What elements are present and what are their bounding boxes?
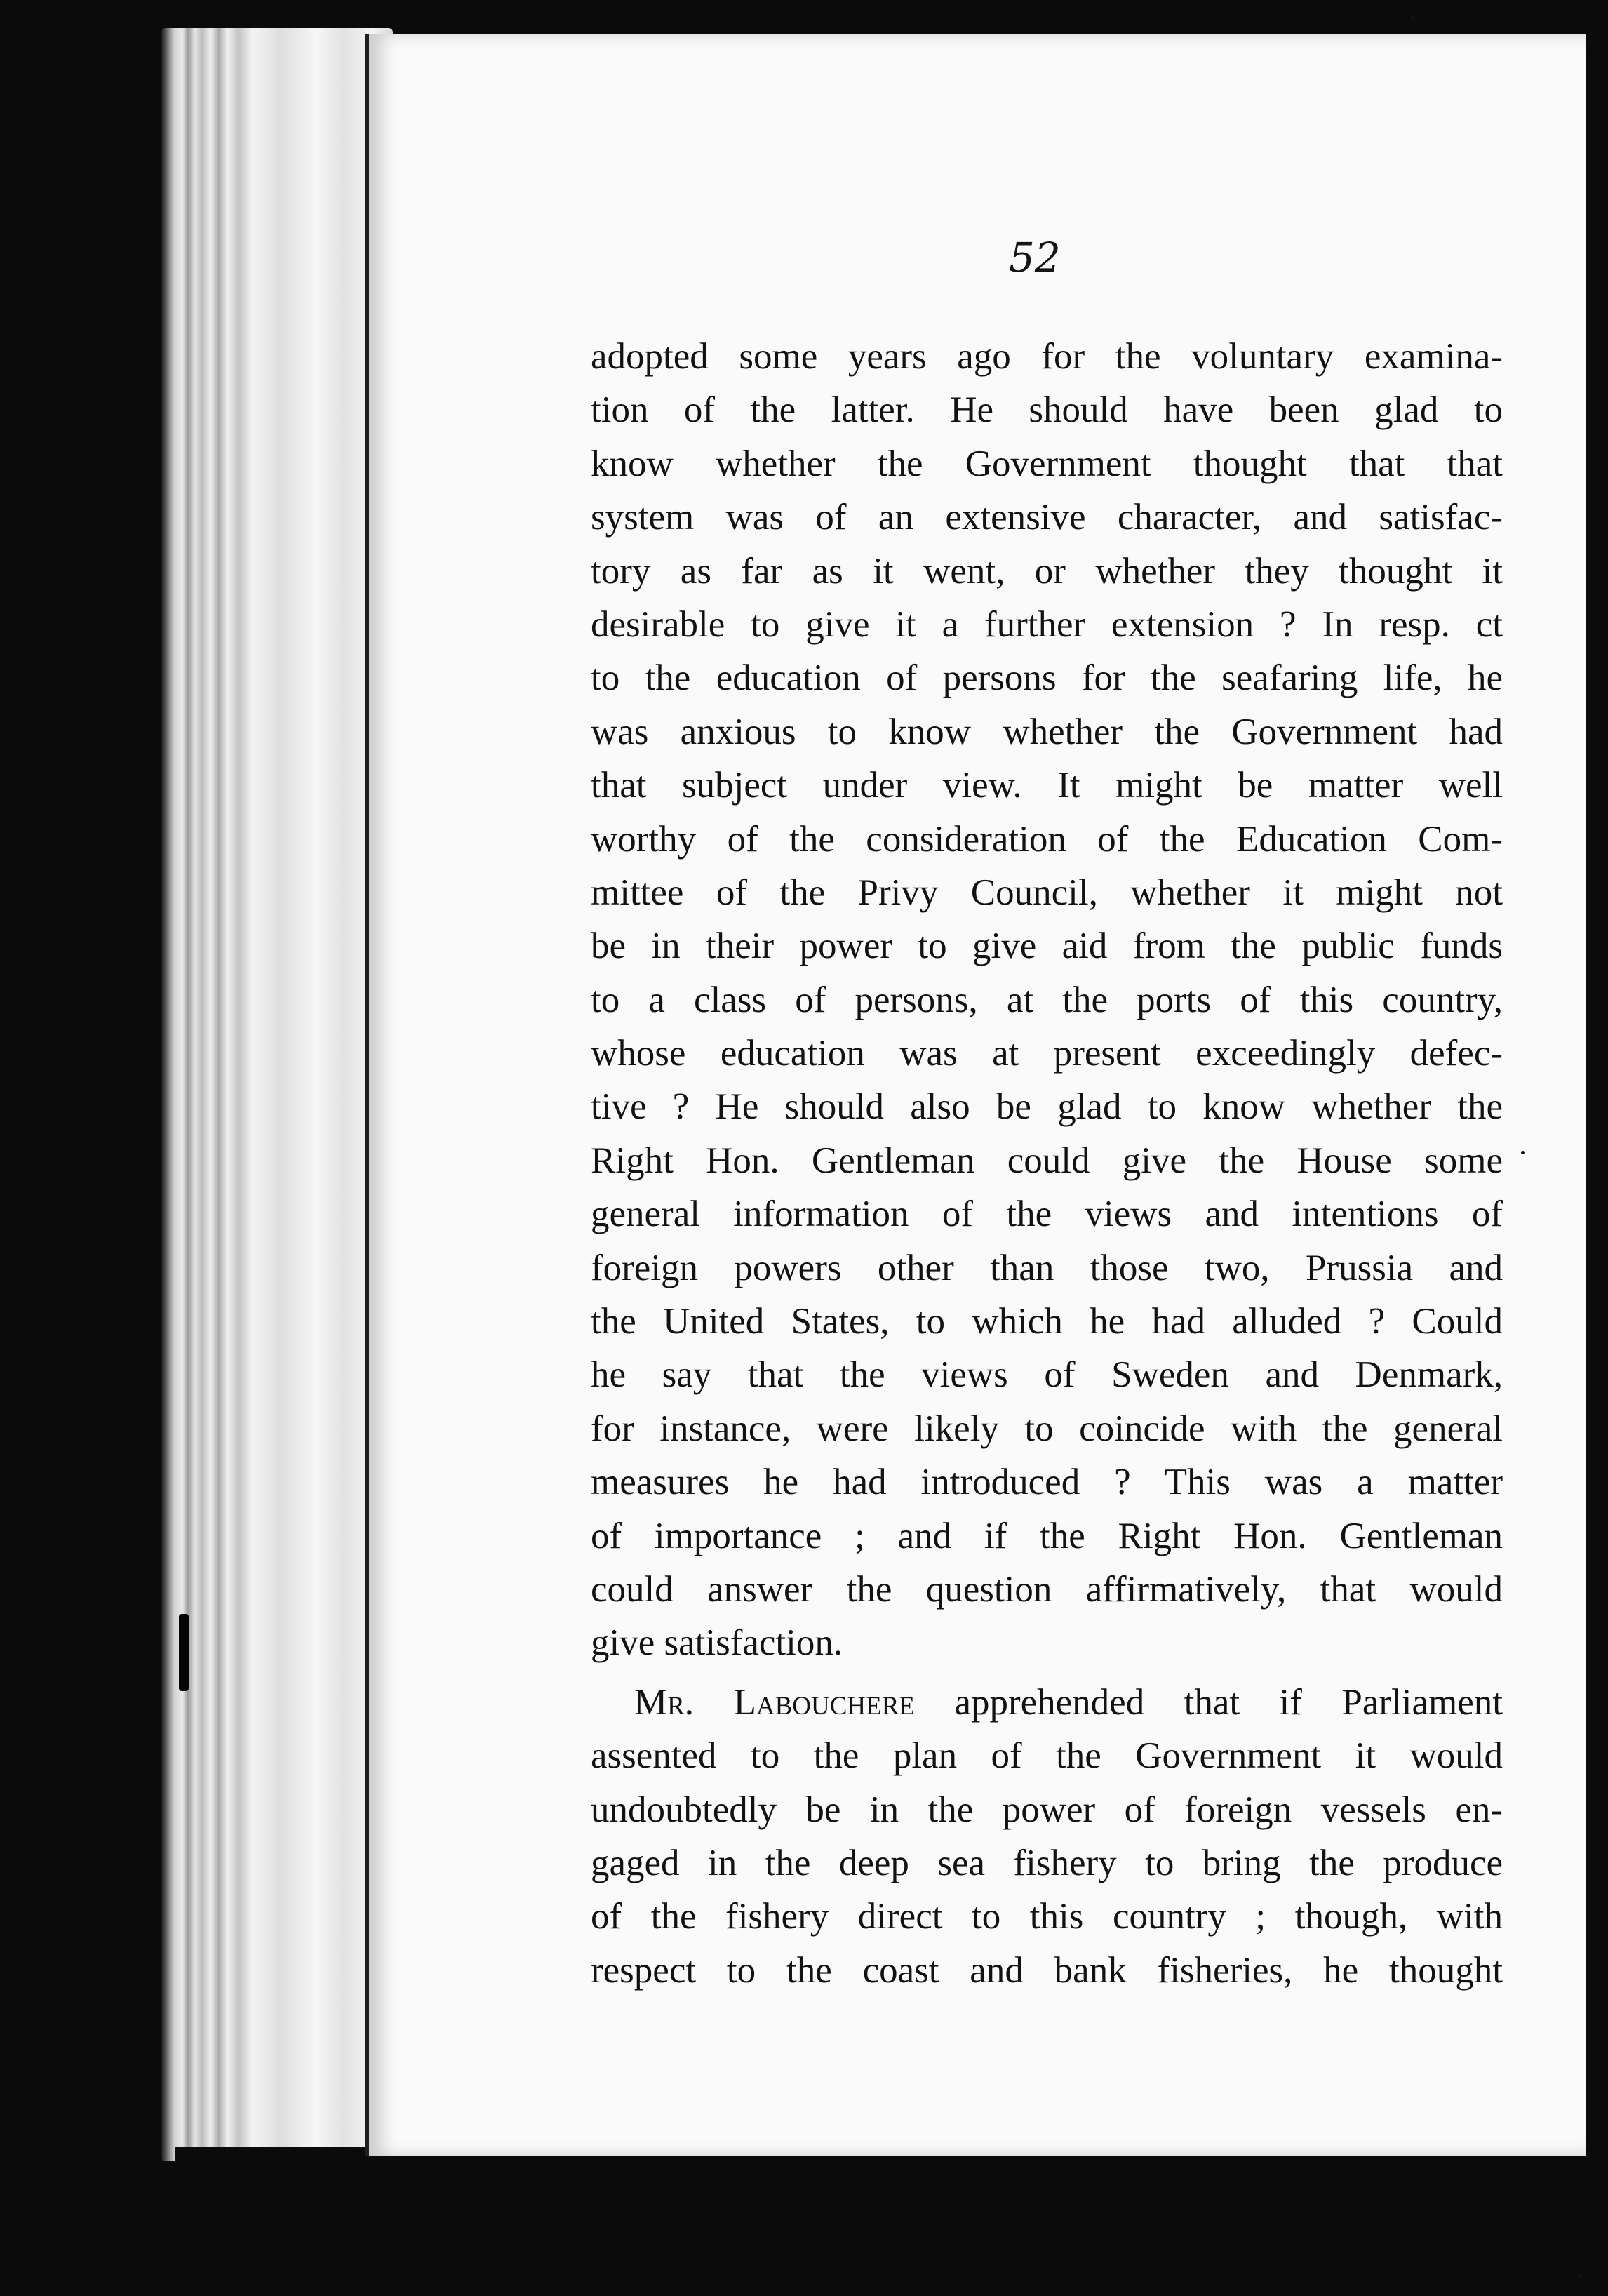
scan-shadow [175, 2147, 1586, 2296]
binding-mark [179, 1614, 189, 1691]
text-line: was anxious to know whether the Government had [591, 711, 1503, 752]
page-number: 52 [1009, 234, 1061, 281]
text-line: mittee of the Privy Council, whether it might not [591, 872, 1503, 913]
text-line: of the fishery direct to this country ; though, with [591, 1896, 1503, 1937]
text-line: he say that the views of Sweden and Denmark, [591, 1354, 1503, 1396]
text-line: to a class of persons, at the ports of this country, [591, 979, 1503, 1020]
text-line: that subject under view. It might be matter well [591, 765, 1503, 806]
text-line: know whether the Government thought that that [591, 443, 1503, 484]
text-line: tive ? He should also be glad to know whether the [591, 1086, 1503, 1128]
text-line: to the education of persons for the seafaring life, he [591, 658, 1503, 699]
text-line: for instance, were likely to coincide with the general [591, 1408, 1503, 1449]
dust-speck [1410, 15, 1416, 21]
text-line: gaged in the deep sea fishery to bring the produce [591, 1842, 1503, 1883]
book-page-edges [161, 28, 393, 2161]
text-line: respect to the coast and bank fisheries, he thought [591, 1949, 1503, 1991]
text-line: assented to the plan of the Government it would [591, 1735, 1503, 1777]
text-line: desirable to give it a further extension ? In resp. ct [591, 603, 1503, 645]
text-line: undoubtedly be in the power of foreign vessels en- [591, 1789, 1503, 1830]
text-line: system was of an extensive character, and satisfac- [591, 497, 1503, 538]
text-line: of importance ; and if the Right Hon. Gentleman [591, 1515, 1503, 1556]
text-line: adopted some years ago for the voluntary examina- [591, 336, 1503, 377]
text-line: be in their power to give aid from the public funds [591, 926, 1503, 967]
text-line: the United States, to which he had alluded ? Could [591, 1301, 1503, 1342]
text-line: give satisfaction. [591, 1622, 843, 1664]
text-line: tion of the latter. He should have been glad to [591, 389, 1503, 431]
dust-speck [1521, 1151, 1525, 1154]
speaker-name: Mr. Labouchere [634, 1681, 915, 1723]
text-line: Right Hon. Gentleman could give the House some [591, 1140, 1503, 1181]
text-line: worthy of the consideration of the Education Com- [591, 818, 1503, 860]
text-line: foreign powers other than those two, Prussia and [591, 1247, 1503, 1288]
text-line: whose education was at present exceedingly defec- [591, 1033, 1503, 1074]
text-line: could answer the question affirmatively, that would [591, 1568, 1503, 1610]
paragraph-2 [591, 1676, 1503, 1997]
body-text [591, 330, 1503, 1997]
first-line-rest: apprehended that if Parliament [915, 1681, 1503, 1723]
dust-speck [1579, 2274, 1583, 2278]
text-line: general information of the views and intentions of [591, 1194, 1503, 1235]
text-line: tory as far as it went, or whether they thought it [591, 550, 1503, 592]
paragraph-2-first-line [591, 1676, 1503, 1729]
paragraph-1 [591, 330, 1503, 1670]
text-line: measures he had introduced ? This was a matter [591, 1462, 1503, 1503]
